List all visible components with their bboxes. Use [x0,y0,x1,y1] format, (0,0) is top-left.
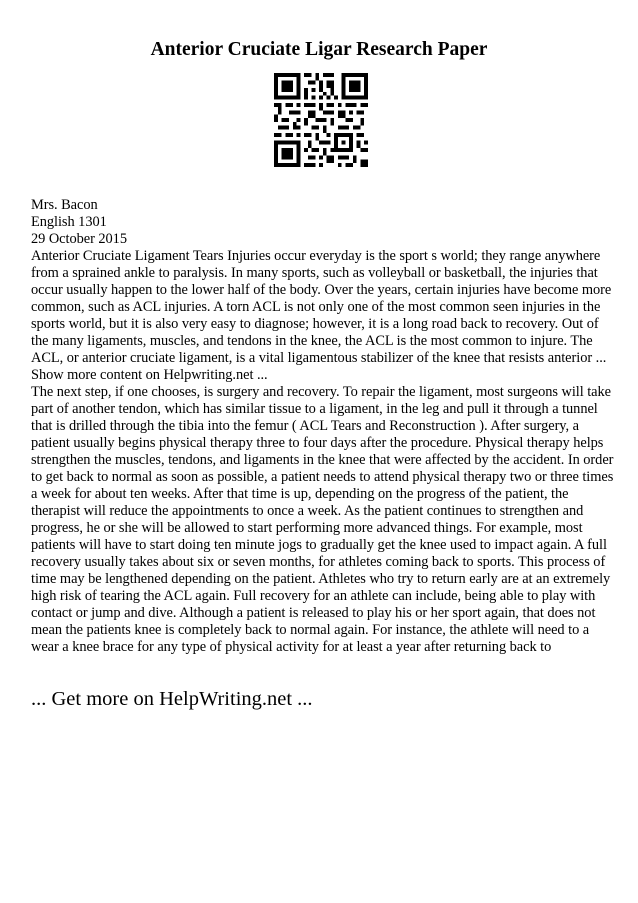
footer-link-text: ... Get more on HelpWriting.net ... [31,688,313,710]
essay-paragraph: The next step, if one chooses, is surgery and recovery. To repair the ligament, most surgeons will take part of another tendon, which has similar tissue to a ligament, in the leg and pull it through a tunnel that is drilled through the tibia into the femur ( ACL Tears and Reconstruction ). After surgery, a patient usually begins physical therapy three to four days after the procedure. Physical therapy helps strengthen the muscles, tendons, and ligaments in the knee that were affected by the accident. In order to get back to normal as soon as possible, a patient needs to attend physical therapy two or three times a week for about ten weeks. After that time is up, depending on the progress of the patient, the therapist will reduce the appointments to once a week. As the patient continues to strengthen and progress, he or she will be allowed to start performing more advanced things. For example, most patients will have to start doing ten minute jogs to gradually get the knee used to impact again. A full recovery usually takes about six or seven months, for athletes coming back to sports. This process of time may be lengthened depending on the patient. Athletes who try to return early are at an extremely high risk of tearing the ACL again. Full recovery for an athlete can include, being able to play with contact or jump and dive. Although a patient is released to play his or her sport again, that does not mean the patients knee is completely back to normal again. For instance, the athlete will need to a wear a knee brace for any type of physical activity for at least a year after returning back to [31,384,614,655]
essay-paragraph: Anterior Cruciate Ligament Tears Injuries occur everyday is the sport s world; they range anywhere from a sprained ankle to paralysis. In many sports, such as volleyball or basketball, the injuries that occur usually happen to the lower half of the body. Over the years, certain injuries have become more common, such as ACL injuries. A torn ACL is not only one of the most common seen injuries in the sports world, but it is also very easy to diagnose; however, it is a long road back to recovery. Out of the many ligaments, muscles, and tendons in the knee, the ACL is the most common to injure. The ACL, or anterior cruciate ligament, is a vital ligamentous stabilizer of the knee that resists anterior ... Show more content on Helpwriting.net ... [31,248,612,383]
essay-body [31,197,615,656]
author-line: Mrs. Bacon [31,197,98,213]
date-line: 29 October 2015 [31,231,127,247]
page-title: Anterior Cruciate Ligar Research Paper [150,39,488,60]
course-line: English 1301 [31,214,107,230]
qr-code-icon [274,73,368,167]
